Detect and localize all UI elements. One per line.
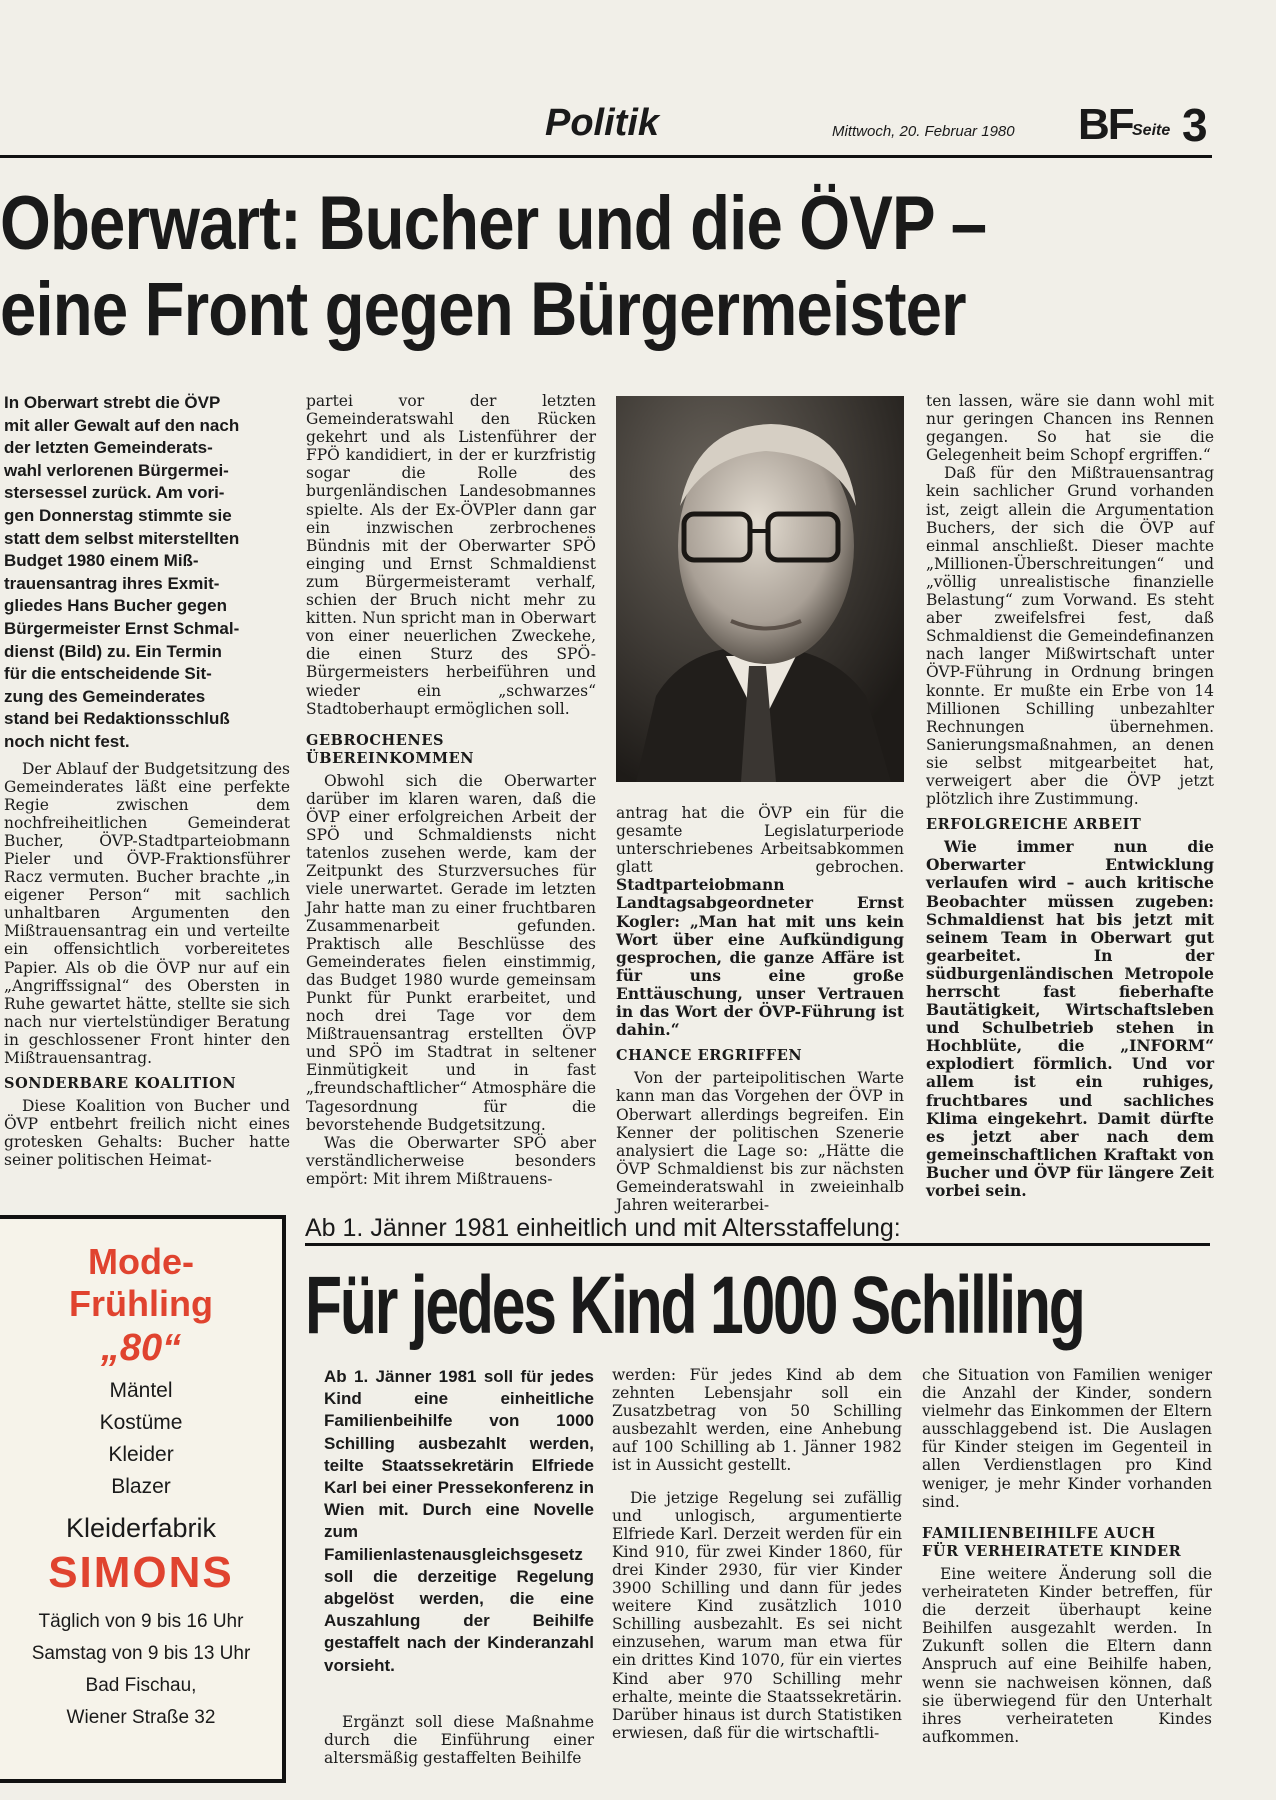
article1-column-1 (4, 392, 290, 1170)
subhead-erfolgreiche-arbeit: ERFOLGREICHE ARBEIT (926, 816, 1142, 834)
page-number: 3 (1182, 99, 1208, 151)
ad-item: Blazer (111, 1475, 171, 1498)
article1-col3-paragraph-2: Von der parteipolitischen Warte kann man das Vorgehen der ÖVP in Oberwart allerdings begreifen. Ein Kenner der politischen Szenerie analysiert die Lage so: „Hätte die ÖVP Schmaldienst bis zur nächsten Gemeinderatswahl in zweieinhalb Jahren weiterarbei- (616, 1069, 904, 1214)
ad-item-list (0, 1375, 282, 1503)
ad-item: Kleider (108, 1443, 174, 1466)
article1-col1-paragraph: Der Ablauf der Budgetsitzung des Gemeinderates läßt eine perfekte Regie zwischen dem nochfreiheitlichen Gemeinderat Bucher, ÖVP-Stadtparteiobmann Pieler und ÖVP-Fraktionsführer Racz vermuten. Bucher brachte „in eigener Person“ mit sachlich unhaltbaren Argumenten den Mißtrauensantrag ein und verteilte ein offensichtlich vorbereitetes Papier. Als ob die ÖVP nur auf ein „Angriffssignal“ des Obersten in Ruhe gewartet hätte, stellte sie sich nach nur viertelstündiger Beratung in geschlossener Front hinter den Mißtrauensantrag. (4, 759, 290, 1067)
article1-col2-paragraph-2: Obwohl sich die Oberwarter darüber im klaren waren, daß die ÖVP einer erfolgreichen Arbeit der SPÖ und Schmaldiensts nicht tatenlos zusehen werde, kam der Zeitpunkt des Sturzversuches für viele unerwartet. Gerade im letzten Jahr hatte man zu einer fruchtbaren Zusammenarbeit gefunden. Praktisch alle Beschlüsse des Gemeinderates fielen einstimmig, das Budget 1980 wurde gemeinsam Punkt für Punkt erarbeitet, und noch drei Tage vor dem Mißtrauensantrag erstellten ÖVP und SPÖ im Stadtrat in seltener Einmütigkeit und in fast „freundschaftlicher“ Atmosphäre die Tagesordnung für die bevorstehende Budgetsitzung. (306, 771, 596, 1134)
page-label: Seite (1132, 122, 1171, 139)
article1-col4-paragraph-2: Daß für den Mißtrauensantrag kein sachlicher Grund vorhanden ist, zeigt allein die Argumentation Buchers, der sich die ÖVP auf einmal anschließt. Dieser machte „Millionen-Überschreitungen“ und „völlig unrealistische finanzielle Belastung“ zum Vorwand. Es steht aber zweifelsfrei fest, daß Schmaldienst die Gemeindefinanzen nach langer Mißwirtschaft unter ÖVP-Führung in Ordnung bringen konnte. Er mußte ein Erbe von 14 Millionen Schilling unbezahlter Rechnungen übernehmen. Sanierungsmaßnahmen, an denen sie selbst mitgearbeitet hat, verweigert aber die ÖVP jetzt plötzlich ihre Zustimmung. (926, 464, 1214, 809)
issue-date: Mittwoch, 20. Februar 1980 (832, 123, 1015, 140)
article1-column-2 (306, 392, 596, 1188)
ad-hours-weekday: Täglich von 9 bis 16 Uhr (38, 1611, 244, 1632)
subhead-sonderbare-koalition: SONDERBARE KOALITION (4, 1075, 237, 1093)
article1-col2-paragraph: partei vor der letzten Gemeinderatswahl den Rücken gekehrt und als Listenführer der FPÖ kandidiert, in der er kurzfristig sogar die Rolle des burgenländischen Landesobmannes spielte. Als der Ex-ÖVPler dann gar ein inzwischen zerbrochenes Bündnis mit der Oberwarter SPÖ einging und Ernst Schmaldienst zum Bürgermeisteramt verhalf, schien der Bruch nicht mehr zu kitten. Nun spricht man in Oberwart von einer neuerlichen Zweckehe, die einen Sturz des SPÖ-Bürgermeisters herbeiführen und wieder ein „schwarzes“ Stadtoberhaupt ermöglichen soll. (306, 392, 596, 718)
article1-column-3 (616, 804, 904, 1214)
article2-lead: Ab 1. Jänner 1981 soll für jedes Kind eine einheitliche Familienbeihilfe von 1000 Schilling ausbezahlt werden, teilte Staatssekretärin Elfriede Karl bei einer Pressekonferenz in Wien mit. Durch eine Novelle zum Familienlastenausgleichsgesetz soll die derzeitige Regelung abgelöst werden, die eine Auszahlung der Beihilfe gestaffelt nach der Kinderanzahl vorsieht. (324, 1367, 594, 1675)
article1-col4-paragraph: ten lassen, wäre sie dann wohl mit nur geringen Chancen ins Rennen gegangen. So hat sie die Gelegenheit beim Schopf ergriffen.“ (926, 392, 1214, 465)
article2-col3-paragraph: che Situation von Familien weniger die Anzahl der Kinder, sondern vielmehr das Einkommen der Eltern ausschlaggebend ist. Die Auslagen für Kinder steigen im Gegenteil in allen Verdienstlagen pro Kind weniger, je mehr Kinder vorhanden sind. (922, 1366, 1212, 1511)
header-divider (0, 155, 1212, 158)
advertisement-simons (0, 1215, 286, 1783)
ad-year: „80“ (100, 1327, 182, 1369)
ad-item: Kostüme (99, 1411, 183, 1434)
ad-street: Wiener Straße 32 (66, 1707, 216, 1728)
ad-company-name: SIMONS (48, 1548, 234, 1597)
ad-hours-saturday: Samstag von 9 bis 13 Uhr (31, 1643, 251, 1664)
subhead-familienbeihilfe: FAMILIENBEIHILFE AUCH FÜR VERHEIRATETE KINDER (922, 1524, 1182, 1560)
ad-city: Bad Fischau, (85, 1675, 197, 1696)
ad-item: Mäntel (109, 1379, 173, 1402)
article2-col2-paragraph-2: Die jetzige Regelung sei zufällig und unlogisch, argumentierte Elfriede Karl. Derzeit werden für ein Kind 910, für zwei Kinder 1860, für drei Kinder 2930, für vier Kinder 3900 Schilling und dann für jedes weitere Kind zusätzlich 1010 Schilling ausbezahlt. Es sei nicht einzusehen, warum man etwa für ein drittes Kind 1070, für ein viertes Kind aber 970 Schilling mehr erhalte, meinte die Staatssekretärin. Darüber hinaus ist durch Statistiken erwiesen, daß für die wirtschaftli- (612, 1488, 902, 1742)
article2-headline: Für jedes Kind 1000 Schilling (305, 1260, 1084, 1351)
subhead-chance-ergriffen: CHANCE ERGRIFFEN (616, 1047, 803, 1065)
article2-column-3 (922, 1366, 1212, 1746)
article1-column-4 (926, 392, 1214, 1200)
article1-col4-paragraph-3: Wie immer nun die Oberwarter Entwicklung verlaufen wird – auch kritische Beobachter müssen zugeben: Schmaldienst hat bis jetzt mit seinem Team in Oberwart gut gearbeitet. In der südburgenländischen Metropole herrscht fast fieberhafte Bautätigkeit, Wirtschaftsleben und Schulbetrieb stehen in Hochblüte, die „INFORM“ explodiert förmlich. Und vor allem ist ein ruhiges, fruchtbares und sachliches Klima eingekehrt. Damit dürfte es jetzt aber nach dem gemeinschaftlichen Kraftakt von Bucher und ÖVP für längere Zeit vorbei sein. (926, 837, 1214, 1201)
headline-line-1: Oberwart: Bucher und die ÖVP – (0, 181, 987, 266)
ad-company-line: Kleiderfabrik (65, 1513, 217, 1543)
ad-title-1: Mode- (88, 1241, 194, 1282)
section-title: Politik (545, 102, 660, 144)
article2-column-1 (324, 1366, 594, 1767)
photo-buergermeister-schmaldienst (616, 396, 904, 782)
portrait-image (616, 396, 904, 782)
article2-col1-paragraph: Ergänzt soll diese Maßnahme durch die Einführung einer altersmäßig gestaffelten Beihilfe (324, 1712, 594, 1768)
headline-line-2: eine Front gegen Bürgermeister (0, 267, 966, 352)
article2-column-2 (612, 1366, 902, 1742)
article1-lead: In Oberwart strebt die ÖVP mit aller Gewalt auf den nach der letzten Gemeinderats- wahl verlorenen Bürgermei- stersessel zurück. Am vori- gen Donnerstag stimmte sie statt dem selbst miterstellten Budget 1980 einem Miß- trauensantrag ihres Exmit- gliedes Hans Bucher gegen Bürgermeister Ernst Schmal- dienst (Bild) zu. Ein Termin für die entscheidende Sit- zung des Gemeinderates stand bei Redaktionsschluß noch nicht fest. (4, 393, 240, 751)
paper-logo: BF (1078, 100, 1133, 149)
article2-col3-paragraph-2: Eine weitere Änderung soll die verheirateten Kinder betreffen, für die derzeit überhaupt keine Beihilfen ausgezahlt werden. In Zukunft sollen die Eltern dann Anspruch auf eine Beihilfe haben, wenn sie nachweisen können, daß sie überwiegend für den Unterhalt ihres verheirateten Kindes aufkommen. (922, 1564, 1212, 1746)
ad-title-2: Frühling (69, 1283, 213, 1324)
article1-col3-paragraph: antrag hat die ÖVP ein für die gesamte Legislaturperiode unterschriebenes Arbeitsabkommen glatt gebrochen. Stadtparteiobmann Landtagsabgeordneter Ernst Kogler: „Man hat mit uns kein Wort über eine Aufkündigung gesprochen, die ganze Affäre ist für uns eine große Enttäuschung, unser Vertrauen in das Wort der ÖVP-Führung ist dahin.“ (616, 804, 904, 1040)
article1-col2-paragraph-3: Was die Oberwarter SPÖ aber verständlicherweise besonders empört: Mit ihrem Mißtrauens- (306, 1133, 596, 1188)
article2-strapline: Ab 1. Jänner 1981 einheitlich und mit Altersstaffelung: (305, 1214, 901, 1242)
strapline-underline (305, 1243, 1210, 1246)
subhead-gebrochenes-uebereinkommen: GEBROCHENES ÜBEREINKOMMEN (306, 731, 475, 767)
article1-col1-paragraph-2: Diese Koalition von Bucher und ÖVP entbehrt freilich nicht eines grotesken Gehalts: Bucher hatte seiner politischen Heimat- (4, 1097, 290, 1170)
article2-col2-paragraph: werden: Für jedes Kind ab dem zehnten Lebensjahr soll ein Zusatzbetrag von 50 Schilling ausbezahlt werden, eine Anhebung auf 100 Schilling ab 1. Jänner 1982 ist in Aussicht gestellt. (612, 1366, 902, 1475)
